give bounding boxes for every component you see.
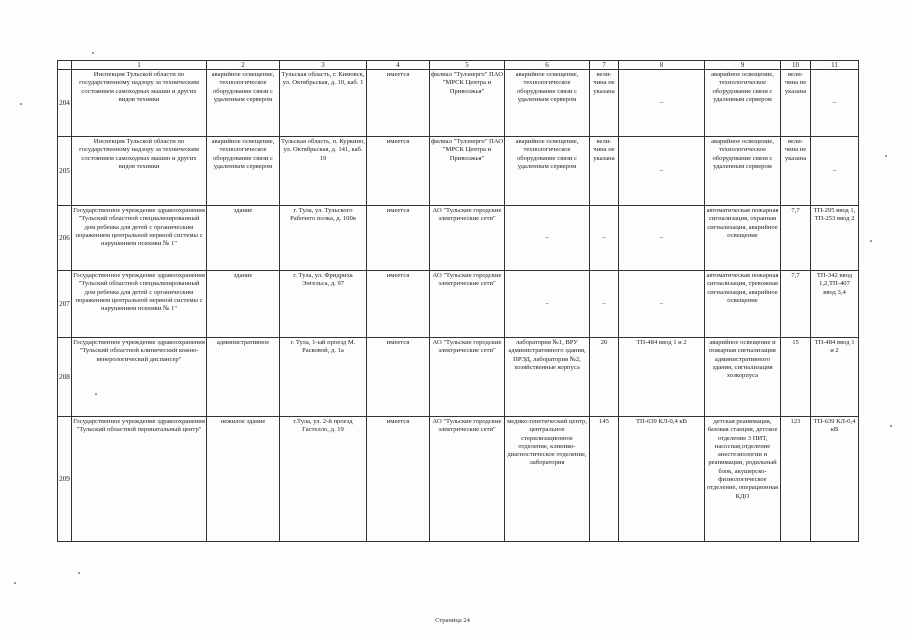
cell-text: нежилое здание bbox=[220, 418, 266, 425]
cell-text: имеется bbox=[386, 138, 410, 145]
cell-emergency-power bbox=[781, 417, 811, 542]
cell-emergency-supply-source bbox=[811, 271, 859, 338]
cell-emergency-supply-source bbox=[811, 206, 859, 271]
cell-backup-power bbox=[590, 417, 619, 542]
cell-text: филиал "Тулэнерго" ПАО "МРСК Центра и Приволжья" bbox=[431, 138, 503, 162]
scan-speck bbox=[95, 393, 97, 395]
cell-backup-supply-source bbox=[619, 338, 705, 417]
cell-availability bbox=[367, 137, 430, 206]
cell-text: – bbox=[659, 166, 664, 174]
cell-backup-consumers bbox=[505, 137, 590, 206]
cell-emergency-power bbox=[781, 338, 811, 417]
scan-speck bbox=[92, 52, 94, 54]
cell-text: – bbox=[659, 233, 664, 241]
table-row bbox=[58, 271, 859, 338]
header-row bbox=[58, 61, 859, 70]
column-header: 2 bbox=[207, 61, 280, 70]
cell-text: АО "Тульские городские электрические сети" bbox=[432, 272, 502, 288]
table-row bbox=[58, 338, 859, 417]
cell-grid-organization bbox=[430, 137, 505, 206]
cell-text: здание bbox=[233, 207, 253, 214]
row-number: 207 bbox=[58, 271, 72, 338]
cell-backup-consumers bbox=[505, 417, 590, 542]
row-number: 209 bbox=[58, 417, 72, 542]
column-header: 8 bbox=[619, 61, 705, 70]
cell-emergency-power bbox=[781, 206, 811, 271]
cell-text: ТП-295 ввод 1, ТП-253 ввод 2 bbox=[813, 207, 856, 223]
cell-text: вели- чина не указана bbox=[784, 71, 807, 95]
cell-backup-supply-source bbox=[619, 206, 705, 271]
column-header: 9 bbox=[705, 61, 781, 70]
cell-address bbox=[280, 417, 367, 542]
cell-text: лаборатория №1, ВРУ административного здания, ПРЭД, лаборатория №2, хозяйственные корпуса bbox=[508, 339, 586, 371]
cell-backup-supply-source bbox=[619, 137, 705, 206]
cell-text: автоматическая пожарная сигнализация, тревожная сигнализация, аварийное освещение bbox=[706, 272, 779, 304]
cell-backup-power bbox=[590, 70, 619, 137]
table-row bbox=[58, 417, 859, 542]
scan-speck bbox=[890, 425, 892, 427]
column-header: 1 bbox=[72, 61, 207, 70]
cell-recipient-name bbox=[72, 137, 207, 206]
cell-backup-power bbox=[590, 271, 619, 338]
cell-text: г.Тула, ул. 2-й проезд Гастелло, д. 19 bbox=[293, 418, 353, 434]
cell-text: – bbox=[832, 98, 837, 106]
cell-text: Тульская область, п. Куркино, ул. Октябрьская, д. 141, каб. 19 bbox=[281, 138, 365, 162]
cell-text: филиал "Тулэнерго" ПАО "МРСК Центра и Приволжья" bbox=[431, 71, 503, 95]
table-row bbox=[58, 70, 859, 137]
scan-speck bbox=[20, 103, 22, 105]
cell-text: аварийное освещение, технологическое оборудование связи с удаленным сервером bbox=[211, 138, 275, 170]
cell-emergency-power bbox=[781, 271, 811, 338]
cell-object-type bbox=[207, 271, 280, 338]
scan-speck bbox=[14, 582, 16, 584]
cell-object-type bbox=[207, 417, 280, 542]
cell-grid-organization bbox=[430, 338, 505, 417]
cell-text: детская реанимация, базовая станция, детское отделение 3 ПИТ, насосная,отделение анестезиологии и реанимации, родильный блок, акушерско-физиологическое отделение, операционная КДО bbox=[706, 418, 779, 500]
cell-text: аварийное освещение, технологическое оборудование связи с удаленным сервером bbox=[711, 71, 774, 103]
cell-text: – bbox=[832, 166, 837, 174]
cell-recipient-name bbox=[72, 417, 207, 542]
cell-text: – bbox=[602, 299, 606, 307]
cell-text: имеется bbox=[386, 272, 410, 279]
cell-grid-organization bbox=[430, 417, 505, 542]
column-header: 7 bbox=[590, 61, 619, 70]
cell-backup-power bbox=[590, 137, 619, 206]
cell-text: Тульская область, г. Кимовск, ул. Октябрьская, д. 10, каб. 1 bbox=[281, 71, 365, 87]
cell-object-type bbox=[207, 137, 280, 206]
cell-text: Государственное учреждение здравоохранения "Тульский областной специализированный дом ребенка для детей с органическим поражением центральной нервной системы с нарушением психики № 1" bbox=[73, 207, 205, 248]
cell-text: здание bbox=[233, 272, 253, 279]
cell-text: – bbox=[602, 233, 606, 241]
cell-emergency-consumers bbox=[705, 70, 781, 137]
cell-text: вели- чина не указана bbox=[593, 138, 615, 162]
cell-backup-power bbox=[590, 206, 619, 271]
cell-backup-supply-source bbox=[619, 417, 705, 542]
cell-recipient-name bbox=[72, 271, 207, 338]
page-footer: Страница 24 bbox=[435, 617, 470, 624]
cell-text: АО "Тульские городские электрические сети" bbox=[432, 339, 502, 355]
cell-text: Государственное учреждение здравоохранения "Тульский областной перинатальный центр" bbox=[73, 418, 205, 434]
scan-speck bbox=[870, 240, 872, 242]
cell-text: имеется bbox=[386, 418, 410, 425]
cell-backup-consumers bbox=[505, 70, 590, 137]
cell-availability bbox=[367, 338, 430, 417]
cell-grid-organization bbox=[430, 206, 505, 271]
cell-address bbox=[280, 206, 367, 271]
cell-address bbox=[280, 137, 367, 206]
header-blank-cell bbox=[58, 61, 72, 70]
cell-text: АО "Тульские городские электрические сети" bbox=[432, 207, 502, 223]
cell-text: имеется bbox=[386, 71, 410, 78]
cell-recipient-name bbox=[72, 338, 207, 417]
cell-text: АО "Тульские городские электрические сети" bbox=[432, 418, 502, 434]
cell-text: аварийное освещение и пожарная сигнализация административного здания, сигнализация хозкорпуса bbox=[709, 339, 776, 380]
cell-backup-supply-source bbox=[619, 271, 705, 338]
cell-text: автоматическая пожарная сигнализация, охранная сигнализация, аварийное освещение bbox=[706, 207, 779, 239]
column-header: 5 bbox=[430, 61, 505, 70]
cell-text: ТП-639 КЛ-0,4 кВ bbox=[813, 418, 856, 434]
cell-emergency-consumers bbox=[705, 137, 781, 206]
column-header: 6 bbox=[505, 61, 590, 70]
cell-backup-consumers bbox=[505, 206, 590, 271]
cell-object-type bbox=[207, 206, 280, 271]
cell-text: вели- чина не указана bbox=[593, 71, 615, 95]
cell-text: имеется bbox=[386, 339, 410, 346]
cell-text: аварийное освещение, технологическое оборудование связи с удаленным сервером bbox=[211, 71, 275, 103]
row-number: 204 bbox=[58, 70, 72, 137]
table-row bbox=[58, 206, 859, 271]
scan-speck bbox=[885, 155, 887, 157]
cell-emergency-supply-source bbox=[811, 137, 859, 206]
cell-text: 20 bbox=[600, 339, 608, 346]
data-table bbox=[57, 60, 859, 542]
cell-address bbox=[280, 338, 367, 417]
column-header: 11 bbox=[811, 61, 859, 70]
cell-text: Государственное учреждение здравоохранения "Тульский областной специализированный дом ребенка для детей с органическим поражением центральной нервной системы с нарушением психики № 1" bbox=[73, 272, 205, 313]
cell-emergency-supply-source bbox=[811, 338, 859, 417]
cell-emergency-consumers bbox=[705, 271, 781, 338]
cell-backup-power bbox=[590, 338, 619, 417]
cell-text: 15 bbox=[792, 339, 799, 346]
cell-text: г. Тула, ул. Фридриха Энгельса, д. 97 bbox=[293, 272, 353, 288]
cell-text: 145 bbox=[599, 418, 609, 425]
cell-text: – bbox=[545, 233, 549, 241]
cell-text: – bbox=[545, 299, 549, 307]
cell-text: медико-генетический центр, центральное стерилизационное отделение, клинико-диагностическое отделение, лаборатория bbox=[507, 418, 587, 467]
row-number: 205 bbox=[58, 137, 72, 206]
cell-emergency-supply-source bbox=[811, 70, 859, 137]
cell-text: вели- чина не указана bbox=[784, 138, 807, 162]
column-header: 10 bbox=[781, 61, 811, 70]
cell-text: ТП-342 ввод 1,2,ТП-407 ввод 3,4 bbox=[816, 272, 853, 296]
cell-emergency-consumers bbox=[705, 417, 781, 542]
cell-availability bbox=[367, 70, 430, 137]
scan-speck bbox=[78, 572, 80, 574]
cell-text: административное bbox=[216, 339, 270, 346]
cell-text: – bbox=[659, 98, 664, 106]
cell-text: – bbox=[659, 299, 664, 307]
cell-text: Инспекция Тульской области по государственному надзору за техническим состоянием самоходных машин и других видов техники bbox=[79, 138, 199, 170]
cell-object-type bbox=[207, 70, 280, 137]
cell-emergency-consumers bbox=[705, 338, 781, 417]
cell-text: Государственное учреждение здравоохранения "Тульский областной клинический кожно-венерологический диспансер" bbox=[73, 339, 205, 363]
cell-text: 7,7 bbox=[791, 207, 800, 214]
table-row bbox=[58, 137, 859, 206]
cell-text: аварийное освещение, технологическое оборудование связи с удаленным сервером bbox=[515, 71, 579, 103]
row-number: 208 bbox=[58, 338, 72, 417]
cell-availability bbox=[367, 271, 430, 338]
cell-grid-organization bbox=[430, 70, 505, 137]
cell-backup-consumers bbox=[505, 271, 590, 338]
cell-text: ТП-639 КЛ-0,4 кВ bbox=[635, 418, 688, 425]
cell-emergency-power bbox=[781, 70, 811, 137]
cell-text: ТП-484 ввод 1 и 2 bbox=[636, 339, 687, 346]
cell-text: аварийное освещение, технологическое оборудование связи с удаленным сервером bbox=[515, 138, 579, 170]
cell-text: 7,7 bbox=[791, 272, 800, 279]
cell-address bbox=[280, 70, 367, 137]
cell-address bbox=[280, 271, 367, 338]
cell-text: ТП-484 ввод 1 и 2 bbox=[814, 339, 855, 355]
cell-text: г. Тула, ул. Тульского Рабочего полка, д. 100в bbox=[290, 207, 356, 223]
cell-text: 123 bbox=[790, 418, 801, 425]
cell-backup-supply-source bbox=[619, 70, 705, 137]
row-number: 206 bbox=[58, 206, 72, 271]
column-header: 4 bbox=[367, 61, 430, 70]
cell-recipient-name bbox=[72, 206, 207, 271]
cell-availability bbox=[367, 417, 430, 542]
cell-backup-consumers bbox=[505, 338, 590, 417]
cell-emergency-supply-source bbox=[811, 417, 859, 542]
cell-text: г. Тула, 1-ый проезд М. Расковой, д. 1а bbox=[290, 339, 356, 355]
cell-availability bbox=[367, 206, 430, 271]
cell-object-type bbox=[207, 338, 280, 417]
cell-emergency-consumers bbox=[705, 206, 781, 271]
cell-grid-organization bbox=[430, 271, 505, 338]
cell-recipient-name bbox=[72, 70, 207, 137]
cell-text: аварийное освещение, технологическое оборудование связи с удаленным сервером bbox=[711, 138, 774, 170]
column-header: 3 bbox=[280, 61, 367, 70]
cell-text: Инспекция Тульской области по государственному надзору за техническим состоянием самоходных машин и других видов техники bbox=[79, 71, 199, 103]
cell-emergency-power bbox=[781, 137, 811, 206]
cell-text: имеется bbox=[386, 207, 410, 214]
